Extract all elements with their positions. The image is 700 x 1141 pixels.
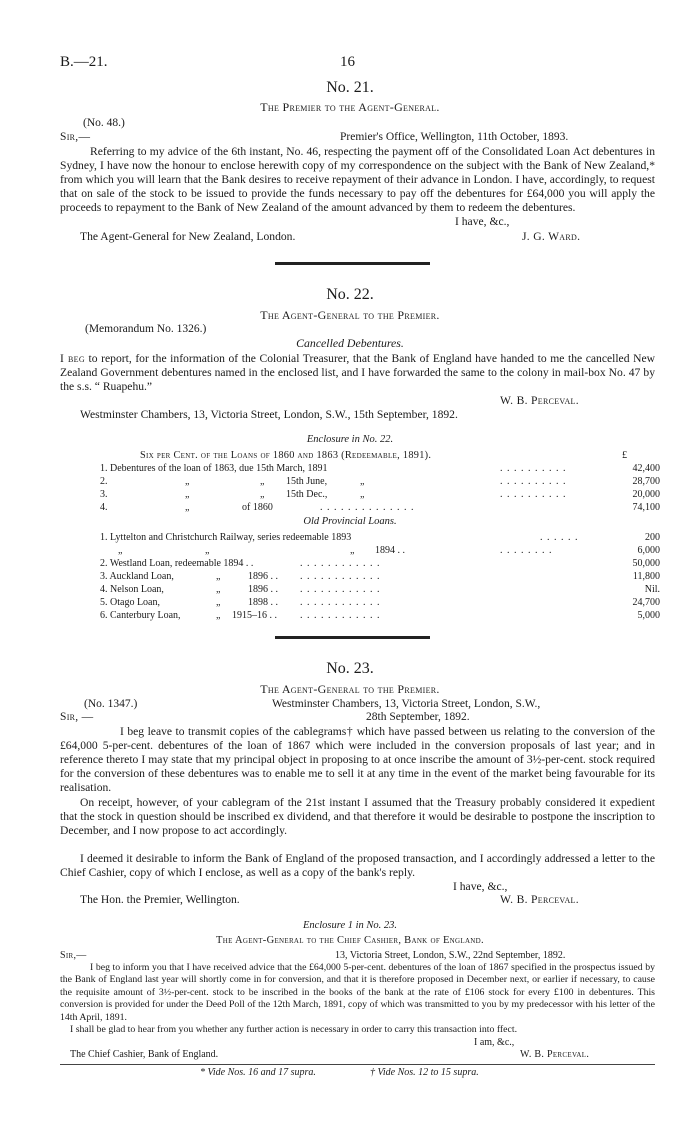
enclosure22-subheading: Old Provincial Loans. <box>303 516 397 527</box>
row-year: 1894 . . <box>375 545 405 556</box>
row-amount: 200 <box>645 532 660 543</box>
doc21-closing: I have, &c., <box>455 215 510 228</box>
doc23-addressee: The Hon. the Premier, Wellington. <box>80 893 240 906</box>
doc23-para1: I beg leave to transmit copies of the cablegrams† which have passed between us relating to the conversion of the £64,000 5-per-cent. debentures of the loan of 1867 which were included in the conversion proposals of last year; and in reference thereto I may state that my principal object in proposing to at once inscribe the amount of 3½-per-cent. stock required for the conversion of these debentures was to enable me to sell it at any time in the event of the market being favourable for its realisation. <box>60 725 655 794</box>
row-leader: . . . . . . . . . . . . . . <box>320 502 415 513</box>
row-ditto: „ <box>260 489 265 500</box>
table-row <box>100 532 660 545</box>
enclosure23-salutation: Sir,— <box>60 950 87 961</box>
row-leader: . . . . . . . . . . <box>500 463 567 474</box>
row-date: 15th Dec., <box>286 489 328 500</box>
table-row <box>100 502 660 515</box>
page-number: 16 <box>340 54 355 70</box>
row-year: 1915–16 . . <box>232 610 277 621</box>
doc21-ref: (No. 48.) <box>83 117 125 129</box>
doc23-ref: (No. 1347.) <box>84 698 138 710</box>
row-leader: . . . . . . . . . . <box>500 476 567 487</box>
row-date: of 1860 <box>242 502 273 513</box>
doc21-signature: J. G. Ward. <box>522 230 581 243</box>
doc23-number: No. 23. <box>326 660 374 677</box>
row-label: 3. Auckland Loan, <box>100 571 174 582</box>
enclosure23-para2: I shall be glad to hear from you whether any further action is necessary in order to carry this transaction into ffect. <box>70 1024 518 1035</box>
row-ditto: „ <box>216 597 221 608</box>
doc22-title: The Agent-General to the Premier. <box>260 308 440 322</box>
doc23-para2: On receipt, however, of your cablegram of the 21st instant I assumed that the Treasury probably considered it expedient that the stock in question should be inscribed ex dividend, and that therefore it would be desirable to postpone the inscription to December, and I now propose to act accordingly. <box>60 796 655 837</box>
row-amount: 50,000 <box>632 558 660 569</box>
footnote-1: * Vide Nos. 16 and 17 supra. <box>200 1067 316 1078</box>
row-label: 6. Canterbury Loan, <box>100 610 181 621</box>
doc21-number: No. 21. <box>326 79 374 96</box>
row-leader: . . . . . . . . . . . . <box>300 597 381 608</box>
row-ditto: „ <box>360 489 365 500</box>
table-row <box>100 571 660 584</box>
row-ditto: „ <box>118 545 123 556</box>
enclosure23-title: The Agent-General to the Chief Cashier, Bank of England. <box>216 935 484 946</box>
doc21-place-date: Premier's Office, Wellington, 11th October, 1893. <box>340 131 569 143</box>
row-amount: 20,000 <box>632 489 660 500</box>
row-leader: . . . . . . <box>540 532 579 543</box>
row-year: 1898 . . <box>248 597 278 608</box>
row-ditto: „ <box>185 502 190 513</box>
row-label: 4. <box>100 502 108 513</box>
row-leader: . . . . . . . . . . . . <box>300 571 381 582</box>
table-row <box>100 610 660 623</box>
row-leader: . . . . . . . . . . . . <box>300 610 381 621</box>
doc23-salutation: Sir, — <box>60 711 94 723</box>
enclosure22-currency: £ <box>622 450 628 461</box>
enclosure23-signature: W. B. Perceval. <box>520 1049 590 1060</box>
doc23-closing: I have, &c., <box>453 880 508 893</box>
footnote-rule <box>60 1064 655 1065</box>
doc22-ref: (Memorandum No. 1326.) <box>85 323 207 335</box>
doc21-salutation: Sir,— <box>60 131 91 143</box>
row-amount: Nil. <box>644 584 660 595</box>
row-amount: 28,700 <box>632 476 660 487</box>
section-rule <box>275 262 430 265</box>
row-leader: . . . . . . . . <box>500 545 553 556</box>
row-ditto: „ <box>260 476 265 487</box>
row-year: 1896 . . <box>248 584 278 595</box>
doc23-date: 28th September, 1892. <box>366 711 470 723</box>
doc23-para3: I deemed it desirable to inform the Bank of England of the proposed transaction, and I accordingly addressed a letter to the Chief Cashier, copy of which I enclose, as well as a copy of the bank's reply. <box>60 852 655 879</box>
row-leader: . . . . . . . . . . . . <box>300 558 381 569</box>
doc21-body: Referring to my advice of the 6th instant, No. 46, respecting the payment off of the Consolidated Loan Act debentures in Sydney, I have now the honour to enclose herewith copy of my correspondence on the subject with the Bank of New Zealand,* from which you will learn that the Bank desires to receive repayment of their advance in London. I have, accordingly, to request that on sale of the stock to be issued to provide the funds necessary to pay off the debentures for £64,000 you will apply the proceeds to repayment to the Bank of New Zealand of the amount advanced by them to redeem the debentures. <box>60 145 655 214</box>
table-row <box>100 597 660 610</box>
row-amount: 42,400 <box>632 463 660 474</box>
doc23-place: Westminster Chambers, 13, Victoria Street, London, S.W., <box>272 698 541 710</box>
row-ditto: „ <box>185 476 190 487</box>
row-label: 1. Lyttelton and Christchurch Railway, series redeemable 1893 <box>100 532 352 543</box>
table-row <box>100 463 660 476</box>
table-row <box>100 558 660 571</box>
row-label: 1. Debentures of the loan of 1863, due 15th March, 1891 <box>100 463 328 474</box>
doc22-body-lead: I beg <box>60 352 85 365</box>
row-label: 4. Nelson Loan, <box>100 584 164 595</box>
doc22-body <box>60 352 655 394</box>
row-ditto: „ <box>216 610 221 621</box>
enclosure23-para1: I beg to inform you that I have received advice that the £64,000 5-per-cent. debentures of the loan of 1867 specified in the prospectus issued by the Bank of England last year will shortly come in for conversion, and that it is therefore proposed in December next, or earlier if necessary, to cause the requisite amount of 3½-per-cent. stock to be inscribed in the books of the bank at the rate of £106 stock for every £100 in debentures. This conversion is provided for under the Deed Poll of the 12th March, 1891, copy of which was transmitted to you by my predecessor with his letter of the 14th April, 1891. <box>60 962 655 1023</box>
enclosure23-addressee: The Chief Cashier, Bank of England. <box>70 1049 219 1060</box>
table-row <box>100 584 660 597</box>
row-ditto: „ <box>350 545 355 556</box>
doc23-title: The Agent-General to the Premier. <box>260 682 440 696</box>
row-amount: 24,700 <box>632 597 660 608</box>
doc21-addressee: The Agent-General for New Zealand, London. <box>80 230 296 243</box>
row-year: 1896 . . <box>248 571 278 582</box>
row-amount: 6,000 <box>637 545 660 556</box>
row-ditto: „ <box>216 584 221 595</box>
enclosure22-heading: Six per Cent. of the Loans of 1860 and 1863 (Redeemable, 1891). <box>140 450 432 461</box>
row-label: 2. <box>100 476 108 487</box>
row-amount: 11,800 <box>632 571 660 582</box>
row-leader: . . . . . . . . . . . . <box>300 584 381 595</box>
row-ditto: „ <box>216 571 221 582</box>
section-rule <box>275 636 430 639</box>
enclosure22-label: Enclosure in No. 22. <box>306 434 394 445</box>
row-ditto: „ <box>360 476 365 487</box>
doc22-place-date: Westminster Chambers, 13, Victoria Street, London, S.W., 15th September, 1892. <box>80 408 458 421</box>
doc21-title: The Premier to the Agent-General. <box>260 100 440 114</box>
enclosure23-place-date: 13, Victoria Street, London, S.W., 22nd September, 1892. <box>335 950 566 961</box>
row-leader: . . . . . . . . . . <box>500 489 567 500</box>
doc22-signature: W. B. Perceval. <box>500 394 579 407</box>
row-label: 2. Westland Loan, redeemable 1894 . . <box>100 558 254 569</box>
doc23-signature: W. B. Perceval. <box>500 893 579 906</box>
row-date: 15th June, <box>286 476 328 487</box>
doc22-body-text: to report, for the information of the Colonial Treasurer, that the Bank of England have handed to me the cancelled New Zealand Government debentures named in the enclosed list, and I have forwarded the same to the colony in mail-box No. 47 by the s.s. “ Ruapehu.” <box>60 352 655 393</box>
row-label: 3. <box>100 489 108 500</box>
row-amount: 74,100 <box>632 502 660 513</box>
doc22-subject: Cancelled Debentures. <box>296 336 404 350</box>
table-row <box>100 545 660 558</box>
doc22-number: No. 22. <box>326 286 374 303</box>
row-ditto: „ <box>185 489 190 500</box>
row-amount: 5,000 <box>637 610 660 621</box>
document-reference: B.—21. <box>60 54 108 70</box>
row-ditto: „ <box>205 545 210 556</box>
enclosure23-closing: I am, &c., <box>474 1037 515 1048</box>
table-row <box>100 489 660 502</box>
footnote-2: † Vide Nos. 12 to 15 supra. <box>370 1067 479 1078</box>
row-label: 5. Otago Loan, <box>100 597 160 608</box>
table-row <box>100 476 660 489</box>
enclosure23-label: Enclosure 1 in No. 23. <box>302 920 398 931</box>
